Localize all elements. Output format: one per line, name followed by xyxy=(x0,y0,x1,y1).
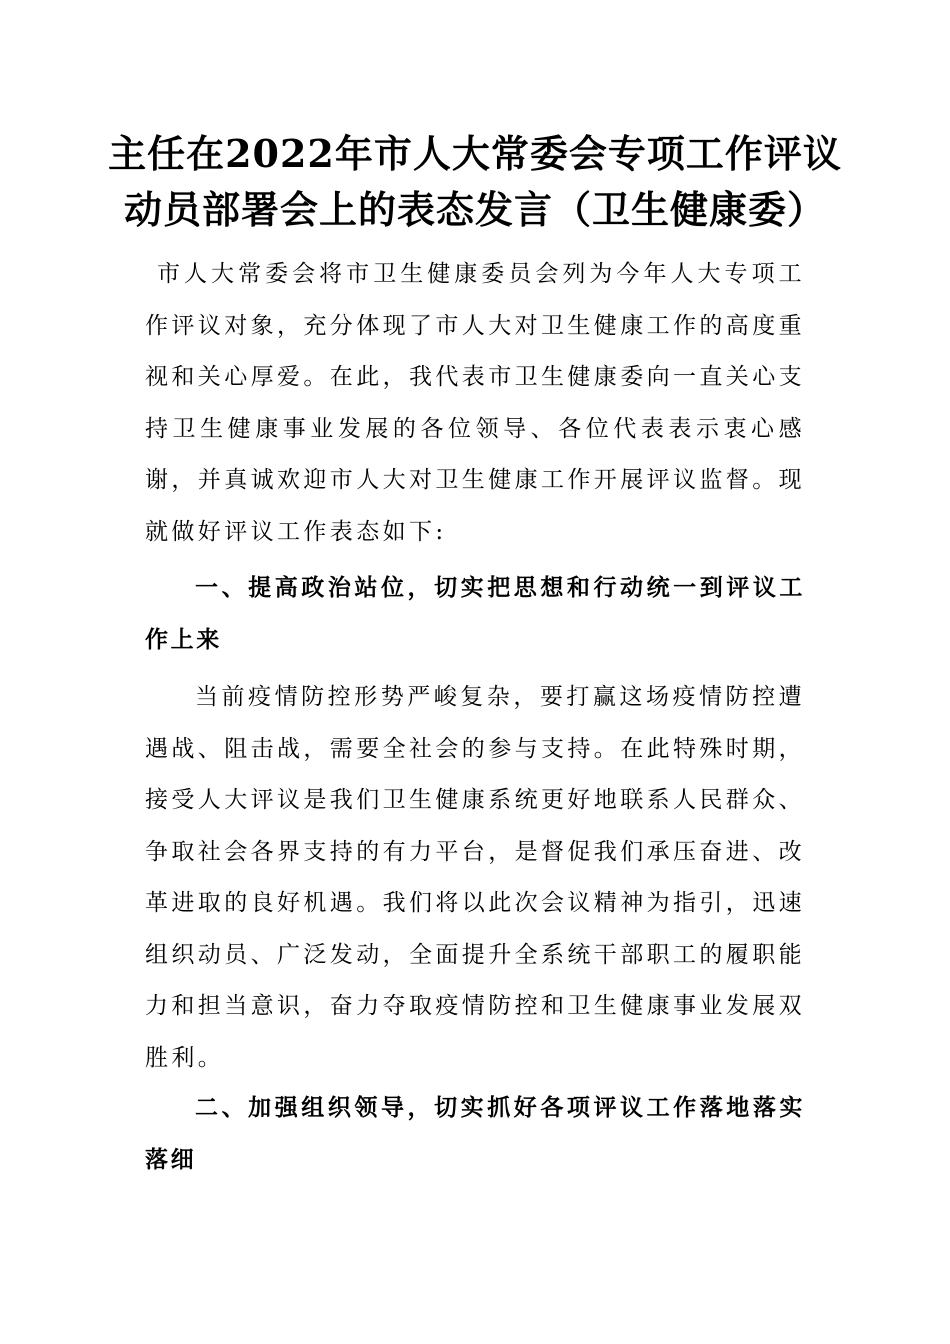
section-1-heading: 一、提高政治站位，切实把思想和行动统一到评议工作上来 xyxy=(145,575,805,653)
document-title-line-2: 动员部署会上的表态发言（卫生健康委） xyxy=(123,187,826,232)
document-title-line-1: 主任在2022年市人大常委会专项工作评议 xyxy=(108,131,842,176)
section-2-heading: 二、加强组织领导，切实抓好各项评议工作落地落实落细 xyxy=(145,1095,805,1173)
intro-paragraph: 市人大常委会将市卫生健康委员会列为今年人大专项工作评议对象，充分体现了市人大对卫生健康工作的高度重视和关心厚爱。在此，我代表市卫生健康委向一直关心支持卫生健康事业发展的各位领导、各位代表表示衷心感谢，并真诚欢迎市人大对卫生健康工作开展评议监督。现就做好评议工作表态如下: xyxy=(145,261,805,545)
section-1-paragraph: 当前疫情防控形势严峻复杂，要打赢这场疫情防控遭遇战、阻击战，需要全社会的参与支持。在此特殊时期，接受人大评议是我们卫生健康系统更好地联系人民群众、争取社会各界支持的有力平台，是督促我们承压奋进、改革进取的良好机遇。我们将以此次会议精神为指引，迅速组织动员、广泛发动，全面提升全系统干部职工的履职能力和担当意识，奋力夺取疫情防控和卫生健康事业发展双胜利。 xyxy=(145,684,805,1071)
